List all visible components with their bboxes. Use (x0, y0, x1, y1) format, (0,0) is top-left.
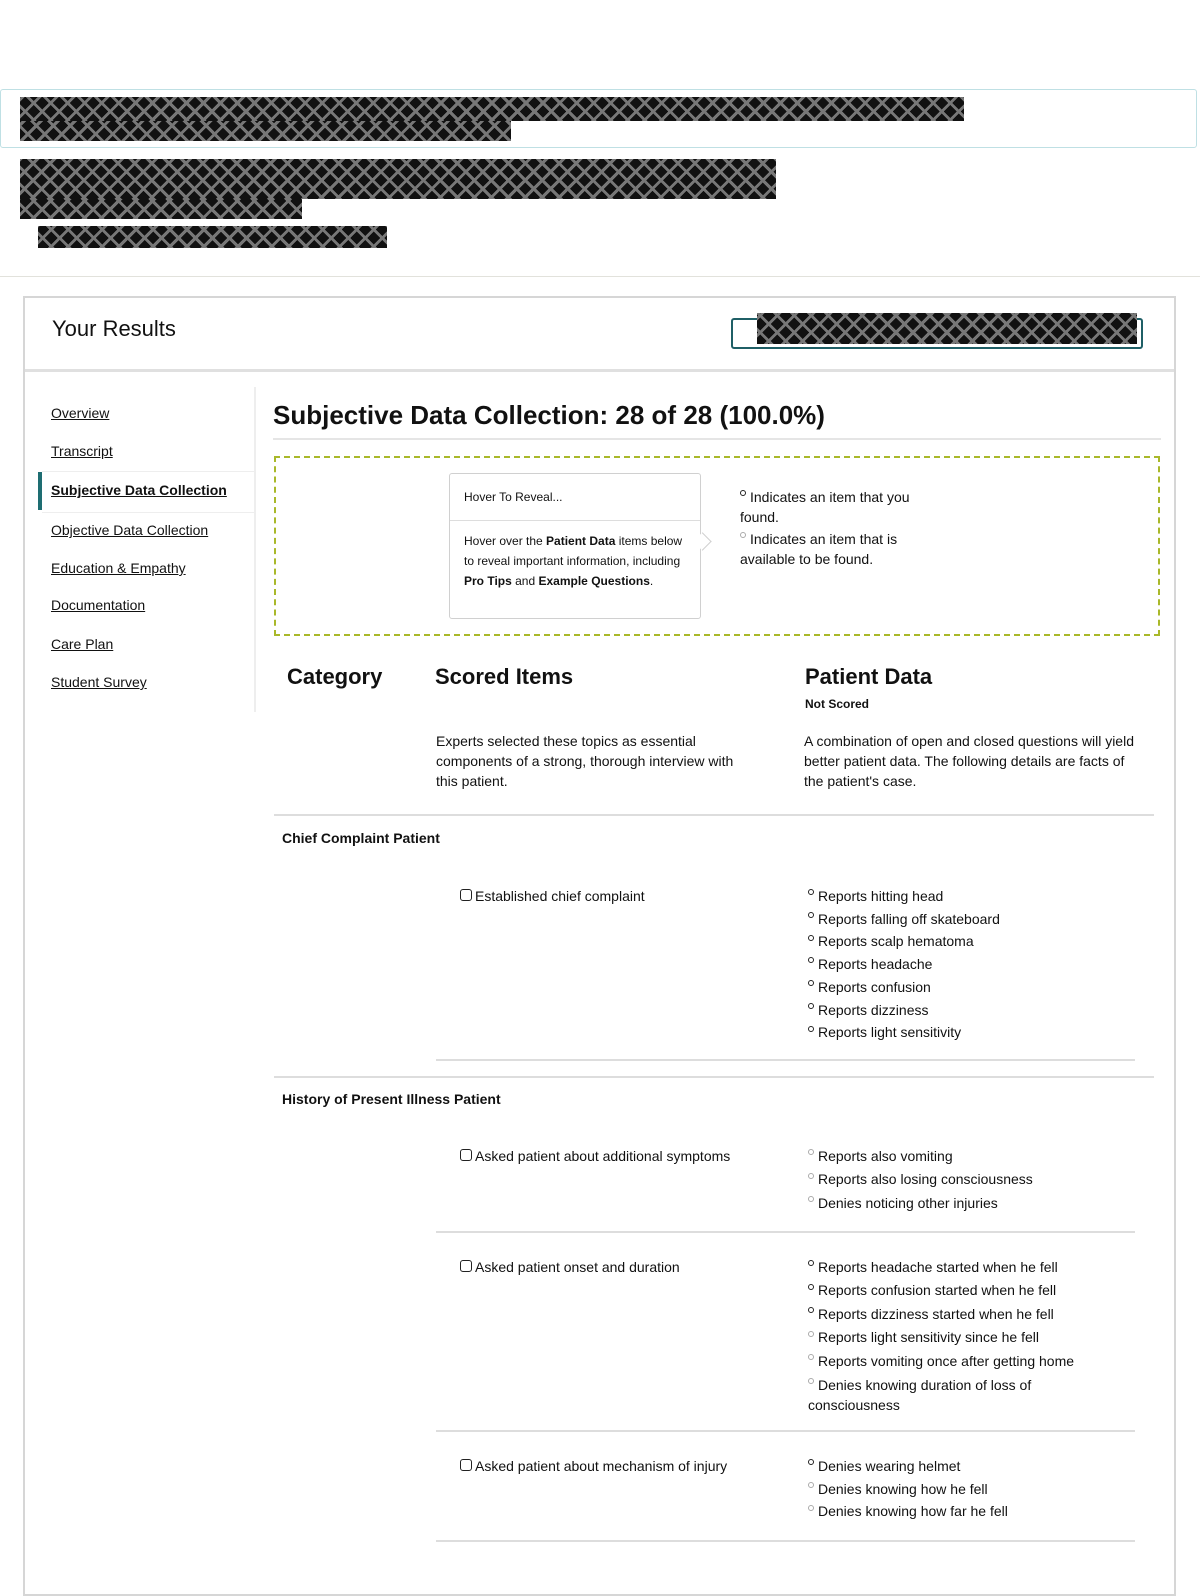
results-header-divider (25, 369, 1174, 372)
patient-data-text: Reports dizziness started when he fell (818, 1305, 1054, 1322)
patient-data-text: Reports dizziness (818, 1001, 929, 1018)
section-title-rule (273, 438, 1161, 440)
header-rule (274, 814, 1154, 816)
legend-available-text: Indicates an item that is available to be found. (740, 531, 898, 567)
not-scored-label: Not Scored (805, 697, 870, 711)
patient-data-text: Denies wearing helmet (818, 1458, 961, 1474)
redacted-banner-text-2 (20, 121, 511, 141)
available-dot-icon (740, 532, 746, 538)
patient-data-item[interactable] (808, 1021, 1128, 1044)
item-rule (436, 1059, 1135, 1061)
nav-student-survey[interactable]: Student Survey (51, 674, 147, 690)
checkbox-icon (460, 1149, 472, 1161)
checkbox-icon (460, 889, 472, 901)
patient-data-item[interactable] (808, 999, 1128, 1022)
tip-bold-example-questions: Example Questions (538, 574, 650, 588)
patient-data-text: Denies knowing how far he fell (818, 1503, 1008, 1520)
patient-data-item[interactable] (808, 976, 1128, 999)
nav-documentation[interactable]: Documentation (51, 597, 146, 613)
found-dot-icon (808, 935, 814, 941)
patient-data-list (808, 1455, 1128, 1523)
patient-data-item[interactable] (808, 885, 1128, 908)
nav-care-plan[interactable]: Care Plan (51, 636, 114, 652)
scored-item-label: Asked patient onset and duration (475, 1259, 680, 1275)
category-history-present-illness: History of Present Illness Patient (282, 1091, 501, 1107)
found-dot-icon (808, 1284, 814, 1290)
results-title: Your Results (52, 316, 176, 341)
available-dot-icon (808, 1354, 814, 1360)
patient-data-text: Reports confusion (818, 978, 931, 995)
patient-data-item[interactable] (808, 1256, 1118, 1279)
redacted-results-action-label (757, 313, 1137, 344)
nav-subjective-data-collection[interactable]: Subjective Data Collection (51, 482, 227, 498)
category-chief-complaint: Chief Complaint Patient (282, 830, 440, 846)
legend-available (740, 529, 920, 569)
nav-overview[interactable]: Overview (51, 405, 110, 421)
patient-data-item[interactable] (808, 953, 1128, 976)
patient-data-text: Reports headache (818, 956, 933, 973)
legend-found (740, 487, 920, 527)
nav-active-indicator (38, 472, 42, 510)
hover-tip-heading: Hover To Reveal... (464, 490, 563, 504)
available-dot-icon (808, 1482, 814, 1488)
patient-data-item[interactable] (808, 930, 1128, 953)
found-dot-icon (808, 980, 814, 986)
patient-data-text: Denies knowing how he fell (818, 1480, 988, 1497)
tip-text: . (649, 574, 654, 588)
scored-item (460, 886, 760, 906)
found-dot-icon (808, 1260, 814, 1266)
patient-data-list (808, 1145, 1128, 1215)
redacted-page-heading-2 (20, 199, 302, 219)
patient-data-item[interactable] (808, 1145, 1128, 1168)
patient-data-list (808, 1256, 1118, 1415)
item-rule (436, 1540, 1135, 1542)
tip-text: Hover over the (464, 534, 547, 548)
patient-data-item[interactable] (808, 1455, 1128, 1478)
item-rule (436, 1430, 1135, 1432)
patient-data-item[interactable] (808, 1500, 1128, 1523)
patient-data-text: Reports falling off skateboard (818, 910, 1000, 927)
available-dot-icon (808, 1505, 814, 1511)
redacted-subheading (38, 226, 387, 248)
section-title: Subjective Data Collection: 28 of 28 (100.0%) (273, 400, 825, 430)
patient-data-item[interactable] (808, 1478, 1128, 1501)
patient-data-description: A combination of open and closed questions will yield better patient data. The following details are facts of the patient's case. (804, 733, 1134, 789)
scored-item (460, 1257, 760, 1277)
patient-data-text: Reports headache started when he fell (818, 1259, 1058, 1275)
found-dot-icon (808, 889, 814, 895)
redacted-page-heading (20, 159, 776, 199)
found-dot-icon (740, 490, 746, 496)
found-dot-icon (808, 1003, 814, 1009)
found-dot-icon (808, 957, 814, 963)
nav-divider (254, 387, 256, 712)
patient-data-item[interactable] (808, 1326, 1118, 1349)
found-dot-icon (808, 912, 814, 918)
patient-data-text: Reports also vomiting (818, 1148, 953, 1164)
patient-data-text: Reports hitting head (818, 888, 944, 904)
legend-found-text: Indicates an item that you found. (740, 489, 910, 525)
hover-tip-separator (450, 520, 700, 521)
found-dot-icon (808, 1307, 814, 1313)
scored-item-label: Asked patient about mechanism of injury (475, 1458, 728, 1474)
patient-data-item[interactable] (808, 1279, 1118, 1302)
available-dot-icon (808, 1378, 814, 1384)
checkbox-icon (460, 1260, 472, 1272)
found-dot-icon (808, 1459, 814, 1465)
nav-transcript[interactable]: Transcript (51, 443, 113, 459)
legend-box (274, 456, 1160, 636)
available-dot-icon (808, 1331, 814, 1337)
tip-text: and (511, 574, 539, 588)
tip-text: items below to reveal important information, including (464, 534, 683, 568)
patient-data-item[interactable] (808, 1373, 1078, 1415)
patient-data-text: Reports confusion started when he fell (818, 1282, 1057, 1299)
patient-data-text: Denies noticing other injuries (818, 1194, 998, 1211)
patient-data-item[interactable] (808, 1168, 1128, 1191)
column-header-patient-data: Patient Data (805, 664, 933, 689)
patient-data-text: Reports light sensitivity (818, 1024, 962, 1041)
nav-objective-data-collection[interactable]: Objective Data Collection (51, 522, 209, 538)
available-dot-icon (808, 1196, 814, 1202)
found-dot-icon (808, 1026, 814, 1032)
available-dot-icon (808, 1173, 814, 1179)
patient-data-text: Reports light sensitivity since he fell (818, 1329, 1039, 1346)
category-rule (274, 1076, 1154, 1078)
item-rule (436, 1231, 1135, 1233)
available-dot-icon (808, 1149, 814, 1155)
scored-items-description: Experts selected these topics as essential components of a strong, thorough interview with this patient. (436, 733, 734, 789)
patient-data-item[interactable] (808, 1303, 1118, 1326)
tip-bold-pro-tips: Pro Tips (464, 574, 512, 588)
scored-item (460, 1456, 790, 1476)
scored-item-label: Asked patient about additional symptoms (475, 1148, 731, 1164)
patient-data-list (808, 885, 1128, 1044)
column-header-category: Category (287, 664, 383, 689)
patient-data-text: Reports vomiting once after getting home (818, 1352, 1075, 1369)
header-divider (0, 276, 1200, 277)
checkbox-icon (460, 1459, 472, 1471)
nav-education-empathy[interactable]: Education & Empathy (51, 560, 186, 576)
redacted-banner-text (20, 97, 964, 121)
scored-item (460, 1146, 740, 1166)
patient-data-text: Denies knowing duration of loss of consciousness (808, 1377, 1032, 1414)
patient-data-text: Reports also losing consciousness (818, 1171, 1033, 1188)
tip-bold-patient-data: Patient Data (546, 534, 616, 548)
patient-data-item[interactable] (808, 1192, 1128, 1215)
patient-data-item[interactable] (808, 1350, 1118, 1373)
scored-item-label: Established chief complaint (475, 888, 645, 904)
hover-tip-body (464, 531, 692, 591)
patient-data-item[interactable] (808, 908, 1128, 931)
column-header-scored-items: Scored Items (435, 664, 574, 689)
patient-data-text: Reports scalp hematoma (818, 933, 974, 950)
